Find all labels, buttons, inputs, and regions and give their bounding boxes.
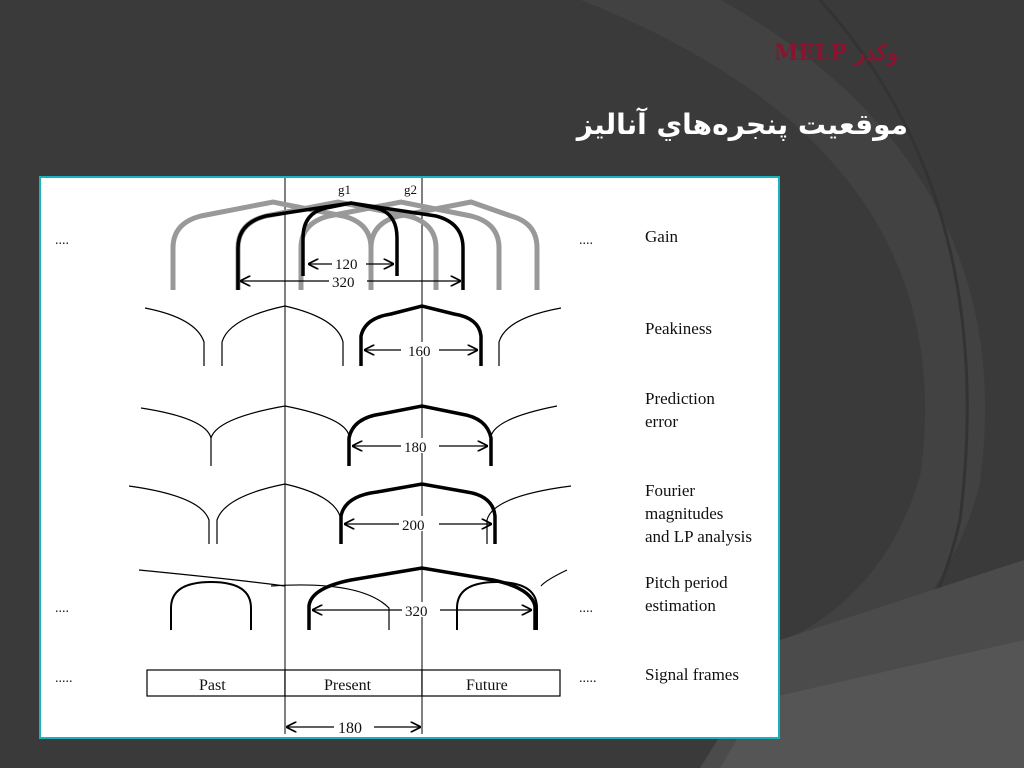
- diagram-panel: [39, 176, 780, 739]
- ellipsis-left-frames: .....: [55, 671, 73, 686]
- pitch-windows: [139, 568, 567, 630]
- row-label-pitch-period: Pitch period: [645, 573, 728, 592]
- gain-label-g1: g1: [338, 182, 351, 197]
- frame-label-past: Past: [199, 677, 226, 694]
- ellipsis-right-pitch: ....: [579, 601, 593, 616]
- row-label-estimation: estimation: [645, 596, 716, 615]
- analysis-window-diagram: [41, 178, 778, 737]
- row-label-gain: Gain: [645, 227, 679, 246]
- row-label-magnitudes: magnitudes: [645, 504, 724, 523]
- dim-label-200: 200: [402, 518, 425, 534]
- ellipsis-left-gain: ....: [55, 233, 69, 248]
- frame-label-future: Future: [466, 677, 508, 694]
- dim-label-320-gain: 320: [332, 275, 355, 291]
- dim-label-320-pitch: 320: [405, 604, 428, 620]
- prediction-error-windows: [141, 406, 557, 466]
- dim-label-180: 180: [404, 440, 427, 456]
- row-label-peakiness: Peakiness: [645, 319, 713, 338]
- slide-subtitle: وكدر MELP: [773, 40, 898, 66]
- fourier-windows: [129, 484, 571, 544]
- frame-length-label: 180: [338, 720, 362, 737]
- row-label-error: error: [645, 412, 679, 431]
- ellipsis-right-gain: ....: [579, 233, 593, 248]
- peakiness-windows: [145, 306, 561, 366]
- slide-title: موقعيت پنجره‌هاي آناليز: [576, 108, 908, 141]
- row-label-lp-analysis: and LP analysis: [645, 527, 753, 546]
- ellipsis-right-frames: .....: [579, 671, 597, 686]
- row-label-fourier: Fourier: [645, 481, 696, 500]
- row-label-signal-frames: Signal frames: [645, 665, 739, 684]
- dim-label-120: 120: [335, 257, 358, 273]
- frame-label-present: Present: [324, 677, 372, 694]
- dim-label-160: 160: [408, 344, 431, 360]
- ellipsis-left-pitch: ....: [55, 601, 69, 616]
- row-label-prediction: Prediction: [645, 389, 715, 408]
- row-labels: [645, 227, 752, 684]
- gain-label-g2: g2: [404, 182, 417, 197]
